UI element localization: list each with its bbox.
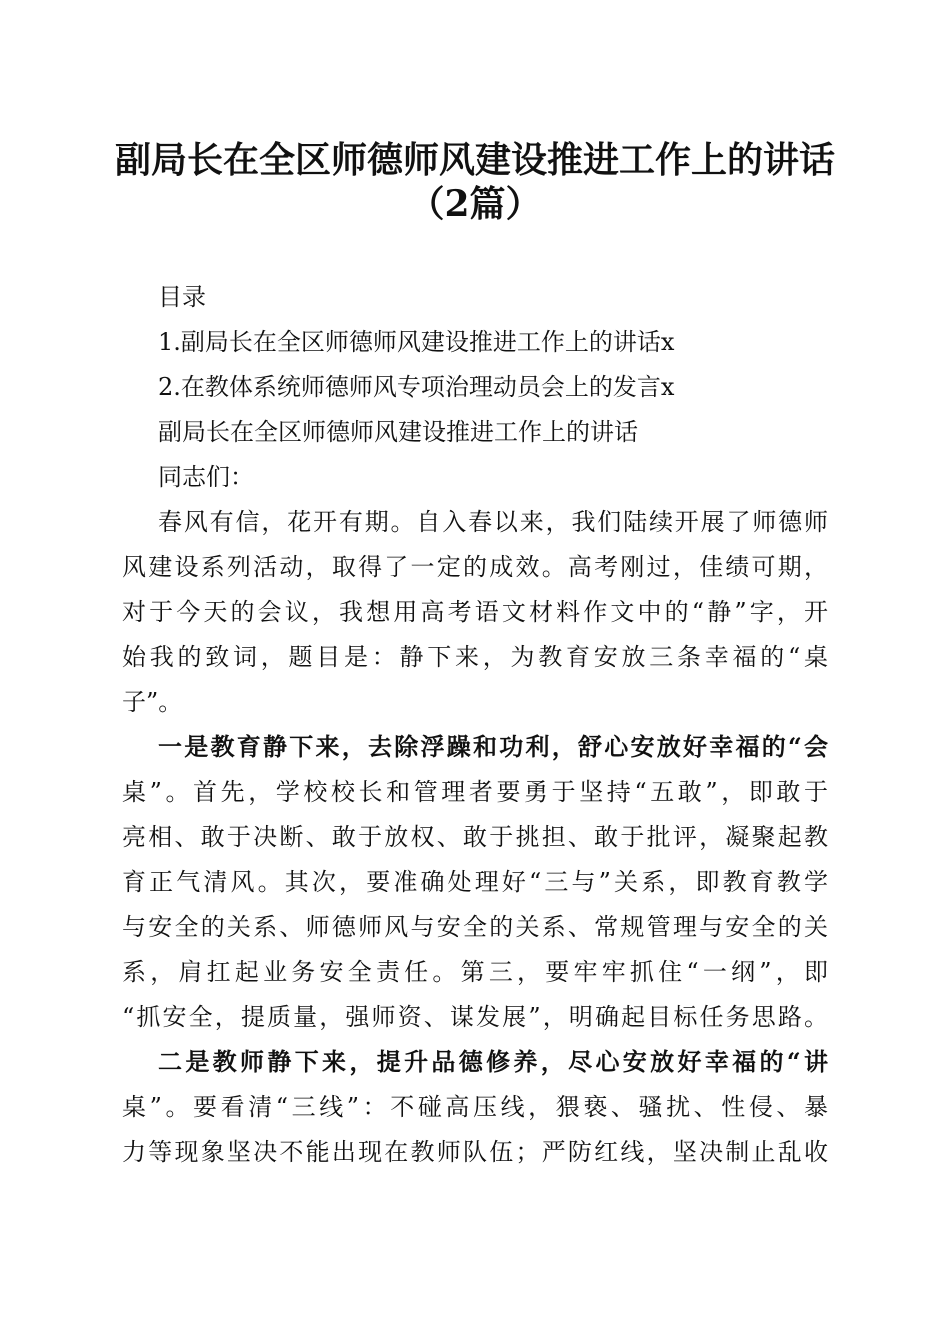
toc-item-2[interactable]: 2.在教体系统师德师风专项治理动员会上的发言x xyxy=(158,373,675,401)
toc-item-1[interactable]: 1.副局长在全区师德师风建设推进工作上的讲话x xyxy=(158,328,675,356)
paragraph-line: 系，肩扛起业务安全责任。第三，要牢牢抓住“一纲”，即 xyxy=(122,958,828,986)
paragraph-line: 风建设系列活动，取得了一定的成效。高考刚过，佳绩可期， xyxy=(122,553,828,581)
paragraph-line: 对于今天的会议，我想用高考语文材料作文中的“静”字，开 xyxy=(122,598,828,626)
toc-heading: 目录 xyxy=(158,283,206,311)
paragraph-line: 桌”。要看清“三线”：不碰高压线，猥亵、骚扰、性侵、暴 xyxy=(122,1093,828,1121)
document-title: 副局长在全区师德师风建设推进工作上的讲话 xyxy=(114,139,835,181)
paragraph-line: 亮相、敢于决断、敢于放权、敢于挑担、敢于批评，凝聚起教 xyxy=(122,823,828,851)
salutation: 同志们： xyxy=(158,463,254,491)
speech-title: 副局长在全区师德师风建设推进工作上的讲话 xyxy=(158,418,638,446)
paragraph-line: 力等现象坚决不能出现在教师队伍；严防红线，坚决制止乱收 xyxy=(122,1138,828,1166)
paragraph-line: 与安全的关系、师德师风与安全的关系、常规管理与安全的关 xyxy=(122,913,828,941)
paragraph-line: “抓安全，提质量，强师资、谋发展”，明确起目标任务思路。 xyxy=(122,1003,828,1031)
paragraph-line: 育正气清风。其次，要准确处理好“三与”关系，即教育教学 xyxy=(122,868,828,896)
paragraph-line: 始我的致词，题目是：静下来，为教育安放三条幸福的“桌 xyxy=(122,643,828,671)
paragraph-lead: 二是教师静下来，提升品德修养，尽心安放好幸福的“讲 xyxy=(158,1047,828,1076)
paragraph-line: 桌”。首先，学校校长和管理者要勇于坚持“五敢”，即敢于 xyxy=(122,778,828,806)
document-subtitle: （2篇） xyxy=(408,183,542,225)
paragraph-line: 春风有信，花开有期。自入春以来，我们陆续开展了师德师 xyxy=(158,508,828,536)
paragraph-line: 子”。 xyxy=(122,688,183,716)
paragraph-lead: 一是教育静下来，去除浮躁和功利，舒心安放好幸福的“会 xyxy=(158,732,828,761)
